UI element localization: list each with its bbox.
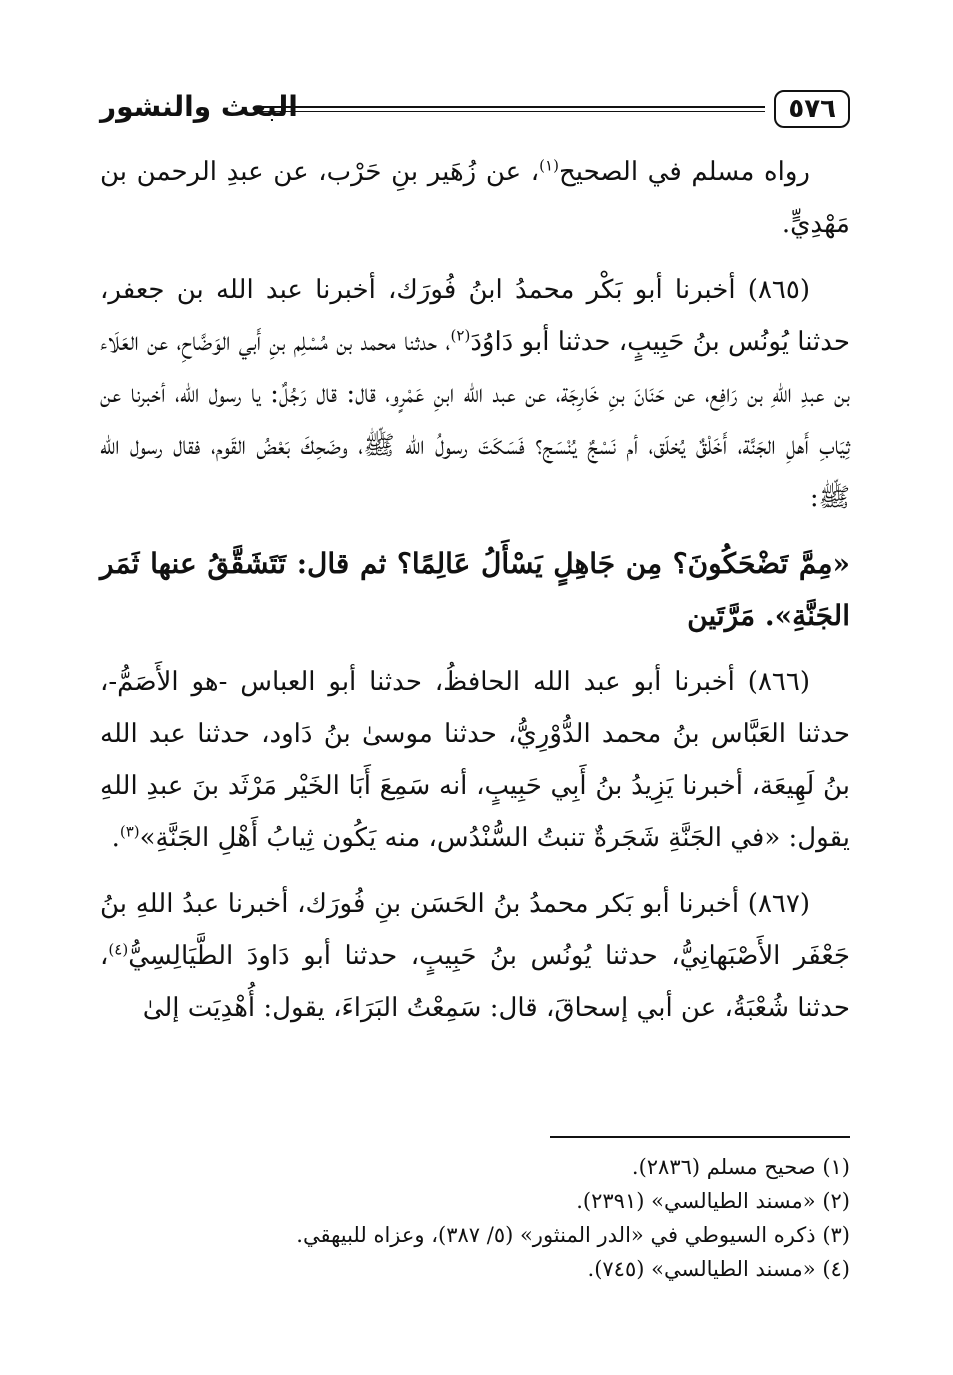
page-number: ٥٧٦: [774, 90, 850, 128]
main-text: [100, 146, 850, 1048]
paragraph-text: ، حدثنا شُعْبَةُ، عن أبي إسحاقَ، قال: سَمِعْتُ البَرَاءَ، يقول: أُهْدِيَت إلىٰ: [100, 941, 850, 1023]
hadith-865: [100, 264, 850, 524]
header-rule: [260, 106, 765, 112]
footnote-2: (٢) «مسند الطيالسي» (٢٣٩١).: [576, 1189, 850, 1213]
paragraph-text: ، حدثنا محمد بن مُسْلِم بنِ أَبي الوَضَّاحِ، عن العَلَاء بن عبدِ اللهِ بن رَافِع، عن حَنَانَ بنِ خَارِجَة، عن عبد الله ابنِ عَمْرٍو، قال: قال رَجُلٌ: يا رسول الله، أخبرنا عن ثِيَابِ أَهلِ الجَنَّة، أَخَلْقٌ يُخلَق، أم نَسْجٌ يُنْسَج؟ فَسَكَتَ رسولُ الله ﷺ، وضَحِكَ بَعْضُ القَوم، فقال رسول الله ﷺ:: [100, 327, 850, 513]
paragraph-text: (٨٦٧) أخبرنا أبو بَكر محمدُ بنُ الحَسَن بنِ فُورَك، أخبرنا عبدُ اللهِ بنُ جَعْفَر الأَصْبَهانِيُّ، حدثنا يُونُس بنُ حَبِيبٍ، حدثنا أبو دَاودَ الطَّيَالِسِيُّ: [100, 889, 850, 971]
paragraph-text: (٨٦٦) أخبرنا أبو عبد الله الحافظُ، حدثنا أبو العباس -هو الأَصَمُّ-، حدثنا العَبَّاس بنُ محمد الدُّوْرِيُّ، حدثنا موسىٰ بنُ دَاود، حدثنا عبد الله بنُ لَهِيعَة، أخبرنا يَزِيدُ بنُ أَبِي حَبِيبٍ، أنه سَمِعَ أَبَا الخَيْر مَرْثَد بنَ عبدِ اللهِ يقول: «في الجَنَّةِ شَجَرةٌ تنبتُ السُّنْدُس، منه يَكُون ثِيابُ أَهْلِ الجَنَّةِ»: [100, 667, 850, 853]
paragraph-1: [100, 146, 850, 250]
hadith-867: [100, 878, 850, 1034]
paragraph-text: .: [111, 823, 120, 853]
footnote-1: (١) صحيح مسلم (٢٨٣٦).: [631, 1155, 850, 1179]
paragraph-text: (٨٦٥) أخبرنا أبو بَكْر محمدُ ابنُ فُورَك، أخبرنا عبد الله بن جعفر، حدثنا يُونُس بنُ حَبِيبٍ، حدثنا أبو دَاوُدَ: [100, 275, 850, 357]
hadith-866: [100, 656, 850, 864]
footnote-3: (٣) ذكره السيوطي في «الدر المنثور» (٥/ ٣٨٧)، وعزاه للبيهقي.: [296, 1223, 850, 1247]
paragraph-text: ، عن زُهَير بنِ حَرْب، عن عبدِ الرحمن بن مَهْدِيٍّ.: [100, 157, 850, 239]
footnote-separator: [550, 1136, 850, 1138]
footnote-ref: (٣): [119, 822, 140, 841]
paragraph-text: رواه مسلم في الصحيح: [558, 157, 810, 187]
footnote-ref: (٤): [108, 940, 129, 959]
footnote-ref: (٢): [450, 326, 471, 345]
page-header: [100, 88, 850, 130]
footnote-ref: (١): [539, 156, 559, 175]
footnote-4: (٤) «مسند الطيالسي» (٧٤٥).: [587, 1257, 850, 1281]
footnotes: [100, 1150, 850, 1286]
hadith-quote: «مِمَّ تَضْحَكُونَ؟ مِن جَاهِلٍ يَسْأَلُ عَالِمًا؟ ثم قال: تَتَشَقَّقُ عنها ثَمَر الجَنَّةِ». مَرَّتَين: [100, 547, 850, 632]
running-title: البعث والنشور: [100, 90, 298, 123]
